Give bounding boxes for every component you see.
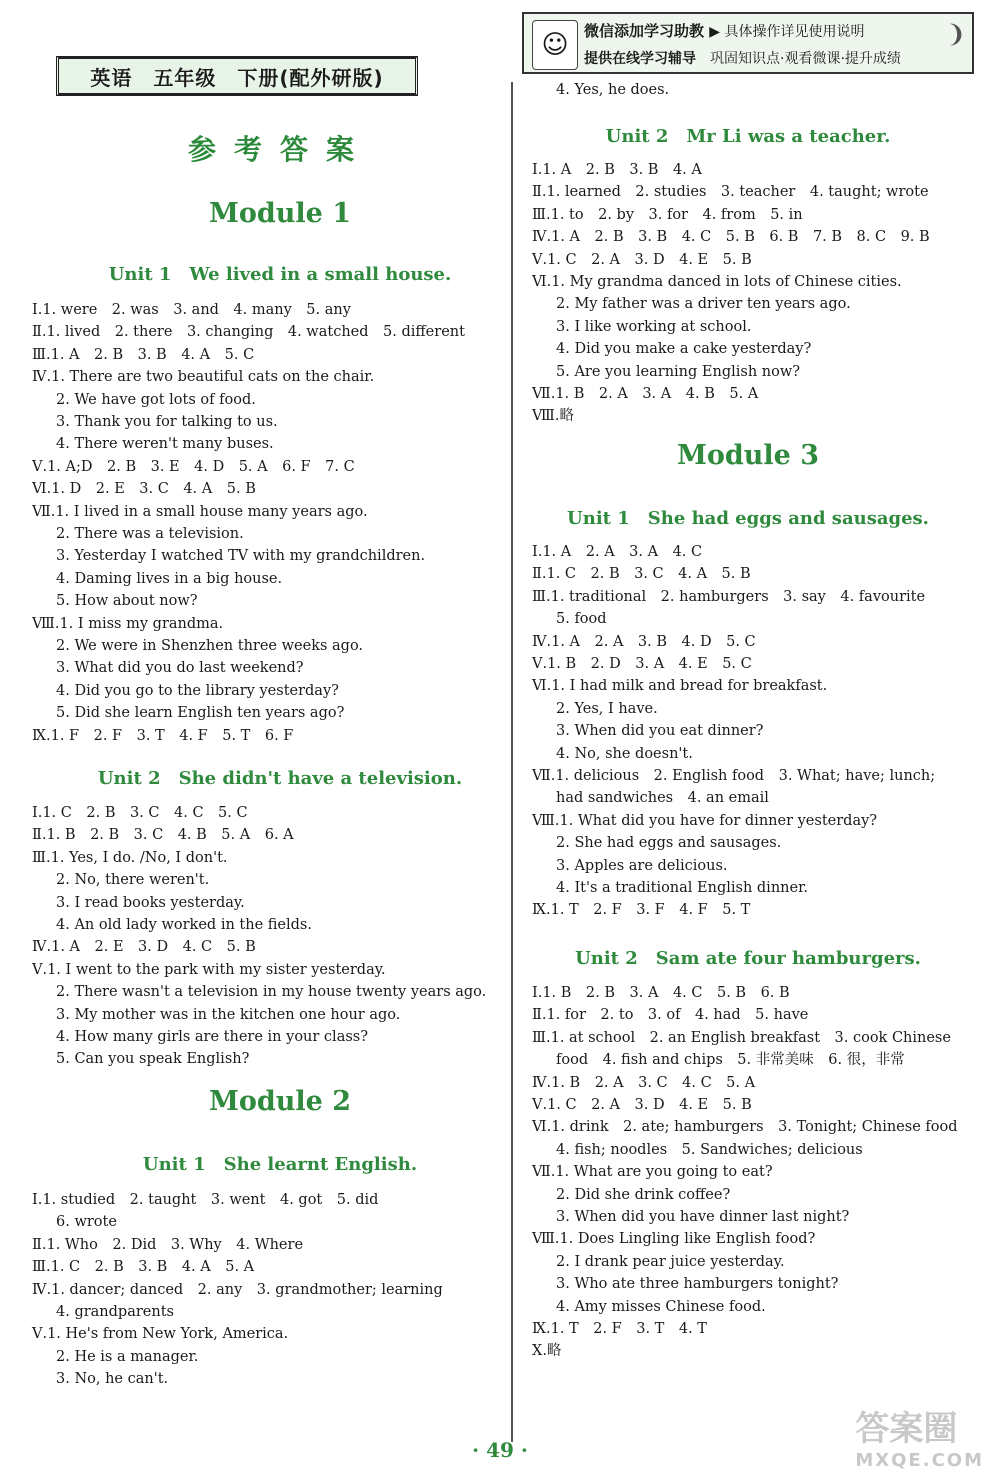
- answer-line: 3. Yesterday I watched TV with my grandchildren.: [56, 548, 426, 564]
- answer-line: 4. Yes, he does.: [556, 82, 670, 98]
- answer-line: Ⅳ.1. B 2. A 3. C 4. C 5. A: [532, 1075, 756, 1091]
- answer-line: had sandwiches 4. an email: [556, 790, 769, 806]
- answer-line: Ⅱ.1. lived 2. there 3. changing 4. watched 5. different: [32, 324, 465, 340]
- answer-line: Ⅲ.1. at school 2. an English breakfast 3. cook Chinese: [532, 1030, 951, 1046]
- answer-line: 5. How about now?: [56, 593, 198, 609]
- answer-line: 4. Amy misses Chinese food.: [556, 1299, 766, 1315]
- answer-line: Ⅲ.1. Yes, I do. /No, I don't.: [32, 850, 228, 866]
- answer-line: 3. Apples are delicious.: [556, 858, 728, 874]
- answer-line: Ⅸ.1. F 2. F 3. T 4. F 5. T 6. F: [32, 728, 294, 744]
- column-divider: [511, 82, 513, 1442]
- answer-line: 4. Did you go to the library yesterday?: [56, 683, 339, 699]
- answer-line: 3. Who ate three hamburgers tonight?: [556, 1276, 839, 1292]
- answer-line: Ⅵ.1. My grandma danced in lots of Chinese cities.: [532, 274, 902, 290]
- m2-unit1-title: Unit 1 She learnt English.: [142, 1154, 418, 1175]
- answer-line: Ⅰ.1. A 2. B 3. B 4. A: [532, 162, 702, 178]
- answer-line: 3. When did you eat dinner?: [556, 723, 764, 739]
- promo-line-1: 微信添加学习助教 ▶ 具体操作详见使用说明: [584, 22, 865, 40]
- page-number: · 49 ·: [472, 1438, 528, 1462]
- answer-line: Ⅱ.1. C 2. B 3. C 4. A 5. B: [532, 566, 751, 582]
- answer-line: 2. She had eggs and sausages.: [556, 835, 782, 851]
- m3-unit2-title: Unit 2 Sam ate four hamburgers.: [575, 948, 921, 969]
- answer-line: Ⅴ.1. C 2. A 3. D 4. E 5. B: [532, 1097, 752, 1113]
- answer-line: 2. There was a television.: [56, 526, 244, 542]
- answer-line: 2. No, there weren't.: [56, 872, 210, 888]
- answer-line: Ⅲ.1. A 2. B 3. B 4. A 5. C: [32, 347, 255, 363]
- answer-line: 2. He is a manager.: [56, 1349, 199, 1365]
- answer-line: Ⅰ.1. C 2. B 3. C 4. C 5. C: [32, 805, 248, 821]
- answer-line: 2. I drank pear juice yesterday.: [556, 1254, 785, 1270]
- answer-line: 4. How many girls are there in your class?: [56, 1029, 368, 1045]
- answer-line: 5. food: [556, 611, 607, 627]
- answer-line: 5. Can you speak English?: [56, 1051, 250, 1067]
- m1-unit2-title: Unit 2 She didn't have a television.: [97, 768, 463, 789]
- answer-line: Ⅱ.1. B 2. B 3. C 4. B 5. A 6. A: [32, 827, 294, 843]
- answer-line: 6. wrote: [56, 1214, 117, 1230]
- answer-line: food 4. fish and chips 5. 非常美味 6. 很，非常: [556, 1052, 905, 1068]
- answer-line: 4. There weren't many buses.: [56, 436, 274, 452]
- bracket-decoration-icon: ❩: [945, 20, 966, 48]
- answer-line: 3. What did you do last weekend?: [56, 660, 304, 676]
- answer-line: 2. We have got lots of food.: [56, 392, 256, 408]
- wechat-promo-box: [522, 12, 974, 74]
- answer-line: 3. I read books yesterday.: [56, 895, 245, 911]
- answer-line: 4. No, she doesn't.: [556, 746, 693, 762]
- answer-line: Ⅳ.1. dancer; danced 2. any 3. grandmother; learning: [32, 1282, 443, 1298]
- answer-line: Ⅷ.略: [532, 408, 574, 424]
- answer-line: Ⅶ.1. B 2. A 3. A 4. B 5. A: [532, 386, 759, 402]
- answer-line: Ⅰ.1. were 2. was 3. and 4. many 5. any: [32, 302, 351, 318]
- answer-line: Ⅵ.1. drink 2. ate; hamburgers 3. Tonight; Chinese food: [532, 1119, 958, 1135]
- answer-line: 4. Did you make a cake yesterday?: [556, 341, 812, 357]
- answer-line: Ⅷ.1. What did you have for dinner yesterday?: [532, 813, 878, 829]
- answer-line: Ⅵ.1. I had milk and bread for breakfast.: [532, 678, 828, 694]
- watermark-logo: 答案圈 MXQE.COM: [855, 1409, 984, 1471]
- answer-line: 4. fish; noodles 5. Sandwiches; delicious: [556, 1142, 863, 1158]
- answer-line: 3. Thank you for talking to us.: [56, 414, 278, 430]
- answer-line: 4. grandparents: [56, 1304, 174, 1320]
- answer-line: Ⅴ.1. B 2. D 3. A 4. E 5. C: [532, 656, 752, 672]
- answer-line: 5. Did she learn English ten years ago?: [56, 705, 345, 721]
- m3-unit1-title: Unit 1 She had eggs and sausages.: [567, 508, 929, 529]
- answer-line: 2. There wasn't a television in my house twenty years ago.: [56, 984, 487, 1000]
- answer-line: Ⅸ.1. T 2. F 3. T 4. T: [532, 1321, 707, 1337]
- answer-line: Ⅰ.1. B 2. B 3. A 4. C 5. B 6. B: [532, 985, 790, 1001]
- answer-line: 4. An old lady worked in the fields.: [56, 917, 312, 933]
- answer-line: 2. Yes, I have.: [556, 701, 658, 717]
- answer-line: Ⅴ.1. A;D 2. B 3. E 4. D 5. A 6. F 7. C: [32, 459, 355, 475]
- answer-line: Ⅷ.1. I miss my grandma.: [32, 616, 224, 632]
- answer-line: 3. I like working at school.: [556, 319, 752, 335]
- answer-line: 3. No, he can't.: [56, 1371, 169, 1387]
- answer-line: Ⅹ.略: [532, 1343, 562, 1359]
- answer-line: Ⅲ.1. to 2. by 3. for 4. from 5. in: [532, 207, 803, 223]
- answer-line: 4. Daming lives in a big house.: [56, 571, 283, 587]
- answer-line: Ⅵ.1. D 2. E 3. C 4. A 5. B: [32, 481, 256, 497]
- m2-unit2-title: Unit 2 Mr Li was a teacher.: [605, 126, 891, 147]
- answer-line: Ⅴ.1. I went to the park with my sister yesterday.: [32, 962, 386, 978]
- answer-line: 2. Did she drink coffee?: [556, 1187, 731, 1203]
- answer-line: Ⅲ.1. traditional 2. hamburgers 3. say 4. favourite: [532, 589, 926, 605]
- answer-line: 4. It's a traditional English dinner.: [556, 880, 809, 896]
- answer-line: Ⅶ.1. I lived in a small house many years ago.: [32, 504, 368, 520]
- answer-line: 3. When did you have dinner last night?: [556, 1209, 850, 1225]
- answer-line: 5. Are you learning English now?: [556, 364, 801, 380]
- book-title: 英语 五年级 下册(配外研版): [56, 56, 418, 96]
- answer-line: Ⅳ.1. A 2. E 3. D 4. C 5. B: [32, 939, 256, 955]
- answer-line: Ⅱ.1. Who 2. Did 3. Why 4. Where: [32, 1237, 304, 1253]
- answer-line: Ⅶ.1. delicious 2. English food 3. What; have; lunch;: [532, 768, 936, 784]
- answer-line: 2. We were in Shenzhen three weeks ago.: [56, 638, 364, 654]
- m1-unit1-title: Unit 1 We lived in a small house.: [108, 264, 452, 285]
- answer-line: 2. My father was a driver ten years ago.: [556, 296, 851, 312]
- answer-line: Ⅰ.1. studied 2. taught 3. went 4. got 5. did: [32, 1192, 379, 1208]
- module-2-heading: Module 2: [208, 1086, 352, 1117]
- answer-line: Ⅳ.1. A 2. B 3. B 4. C 5. B 6. B 7. B 8. C 9. B: [532, 229, 930, 245]
- answer-line: Ⅴ.1. C 2. A 3. D 4. E 5. B: [532, 252, 752, 268]
- answer-line: Ⅱ.1. for 2. to 3. of 4. had 5. have: [532, 1007, 809, 1023]
- promo-line-2: 提供在线学习辅导 巩固知识点·观看微课·提升成绩: [584, 51, 901, 67]
- answer-line: Ⅳ.1. There are two beautiful cats on the chair.: [32, 369, 375, 385]
- module-3-heading: Module 3: [676, 440, 820, 471]
- answer-line: Ⅰ.1. A 2. A 3. A 4. C: [532, 544, 703, 560]
- page-heading: 参考答案: [187, 133, 372, 166]
- module-1-heading: Module 1: [208, 198, 352, 229]
- answer-line: 3. My mother was in the kitchen one hour ago.: [56, 1007, 401, 1023]
- answer-line: Ⅴ.1. He's from New York, America.: [32, 1326, 289, 1342]
- answer-line: Ⅲ.1. C 2. B 3. B 4. A 5. A: [32, 1259, 255, 1275]
- answer-line: Ⅸ.1. T 2. F 3. F 4. F 5. T: [532, 902, 751, 918]
- answer-line: Ⅳ.1. A 2. A 3. B 4. D 5. C: [532, 634, 756, 650]
- answer-line: Ⅶ.1. What are you going to eat?: [532, 1164, 773, 1180]
- answer-line: Ⅱ.1. learned 2. studies 3. teacher 4. taught; wrote: [532, 184, 929, 200]
- assistant-mascot-icon: ☺: [532, 20, 578, 70]
- answer-line: Ⅷ.1. Does Lingling like English food?: [532, 1231, 816, 1247]
